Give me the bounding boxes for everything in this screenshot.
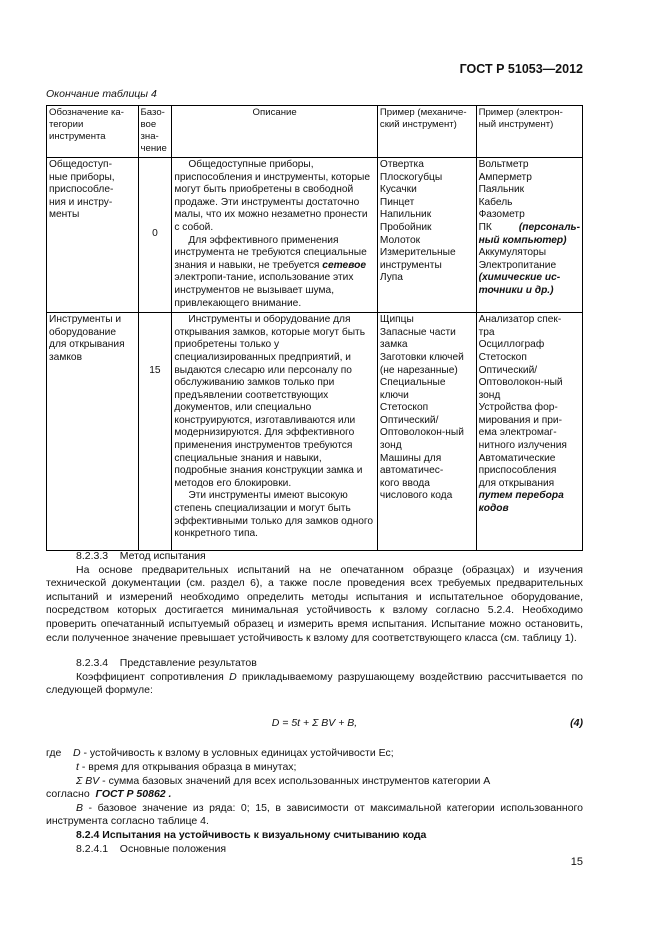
category-cell: Общедоступ- ные приборы, приспособле- ния и инстру- менты	[47, 158, 139, 313]
paragraph: Коэффициент сопротивления D прикладываемому разрушающему воздействию рассчитывается по следующей формуле:	[46, 670, 583, 697]
standard-reference: ГОСТ Р 50862 .	[95, 788, 172, 801]
description-cell: Общедоступные приборы, приспособления и инструменты, которые могут быть приобретены в свободной продаже. Эти инструменты достаточно малы, что их можно незаметно пронести с собой. Для эффективного применения инструмента не требуются специальные знания и навыки, не требуется сетевое электропи-тание, использование этих инструментов не вызывает шума, привлекающего внимание.	[172, 158, 378, 313]
section-number: 8.2.3.3	[76, 550, 109, 562]
header-mechanical-example: Пример (механиче- ский инструмент)	[377, 106, 476, 158]
section-title: Метод испытания	[119, 550, 206, 562]
table-row	[47, 158, 583, 313]
header-base-value: Базо- вое зна- чение	[138, 106, 172, 158]
formula: D = 5t + Σ BV + B, (4)	[271, 716, 583, 729]
electronic-examples-cell: Вольтметр Амперметр Паяльник Кабель Фазометр ПК (персональ- ный компьютер) Аккумуляторы Электропитание (химические ис- точники и др.)	[476, 158, 582, 313]
paragraph: На основе предварительных испытаний на не опечатанном образце (образцах) и изучения технической документации (см. раздел 6), а также после проведения всех требуемых предварительных испытаний и измерений необходимо определить методы испытания и испытательное оборудование, посредством которых достигается минимальная устойчивость к взлому согласно 5.2.4. Необходимо проверить опечатанный испытуемый образец и измерить время испытания. Испытание можно остановить, если полученное значение превышает устойчивость к взлому для соответствующего класса (см. таблицу 1).	[46, 563, 583, 644]
section-8-2-3-3	[46, 550, 583, 645]
mechanical-examples-cell: Отвертка Плоскогубцы Кусачки Пинцет Напильник Пробойник Молоток Измерительные инструменты Лупа	[377, 158, 476, 313]
electronic-examples-cell: Анализатор спек- тра Осциллограф Стетоскоп Оптический/ Оптоволокон-ный зонд Устройства фор- мирования и при- ема электромаг- нитного излучения Автоматические приспособления для открывания путем перебора кодов	[476, 313, 582, 551]
base-value-cell: 15	[138, 313, 172, 551]
formula-number: (4)	[570, 716, 583, 729]
table-caption: Окончание таблицы 4	[46, 88, 157, 100]
table-header-row	[47, 106, 583, 158]
definitions: где D - устойчивость к взлому в условных единицах устойчивости Ес; t - время для открывания образца в минутах; Σ BV - сумма базовых значений для всех использованных инструментов категории А согласно ГОСТ Р 50862 . B - базовое значение из ряда: 0; 15, в зависимости от максимальной категории использованного инструмента согласно таблице 4.	[46, 747, 583, 828]
document-code: ГОСТ Р 51053—2012	[459, 62, 583, 76]
table-4	[46, 105, 583, 551]
header-description: Описание	[172, 106, 378, 158]
section-number: 8.2.3.4	[76, 657, 109, 669]
section-8-2-4-1: 8.2.4.1 Основные положения	[76, 842, 227, 855]
page-number: 15	[570, 856, 583, 868]
mechanical-examples-cell: Щипцы Запасные части замка Заготовки ключей (не нарезанные) Специальные ключи Стетоскоп Оптический/ Оптоволокон-ный зонд Машины для автоматичес- кого ввода числового кода	[377, 313, 476, 551]
category-cell: Инструменты и оборудование для открывания замков	[47, 313, 139, 551]
section-8-2-3-4	[46, 657, 583, 856]
header-category: Обозначение ка- тегории инструмента	[47, 106, 139, 158]
section-heading-8-2-4: 8.2.4 Испытания на устойчивость к визуальному считыванию кода	[76, 828, 427, 841]
base-value-cell: 0	[138, 158, 172, 313]
table-row	[47, 313, 583, 551]
description-cell: Инструменты и оборудование для открывания замков, которые могут быть приобретены только у специализированных предприятий, и выдаются слесарю или персоналу по обслуживанию замков только при предъявлении соответствующих документов, или специально конструируются, изготавливаются или модернизируются. Для эффективного применения инструментов требуются специальные знания и навыки, подробные знания конструкции замка и методов его блокировки. Эти инструменты имеют высокую степень специализации и могут быть эффективными только для замков одного конкретного типа.	[172, 313, 378, 551]
header-electronic-example: Пример (электрон- ный инструмент)	[476, 106, 582, 158]
section-title: Представление результатов	[119, 657, 257, 669]
